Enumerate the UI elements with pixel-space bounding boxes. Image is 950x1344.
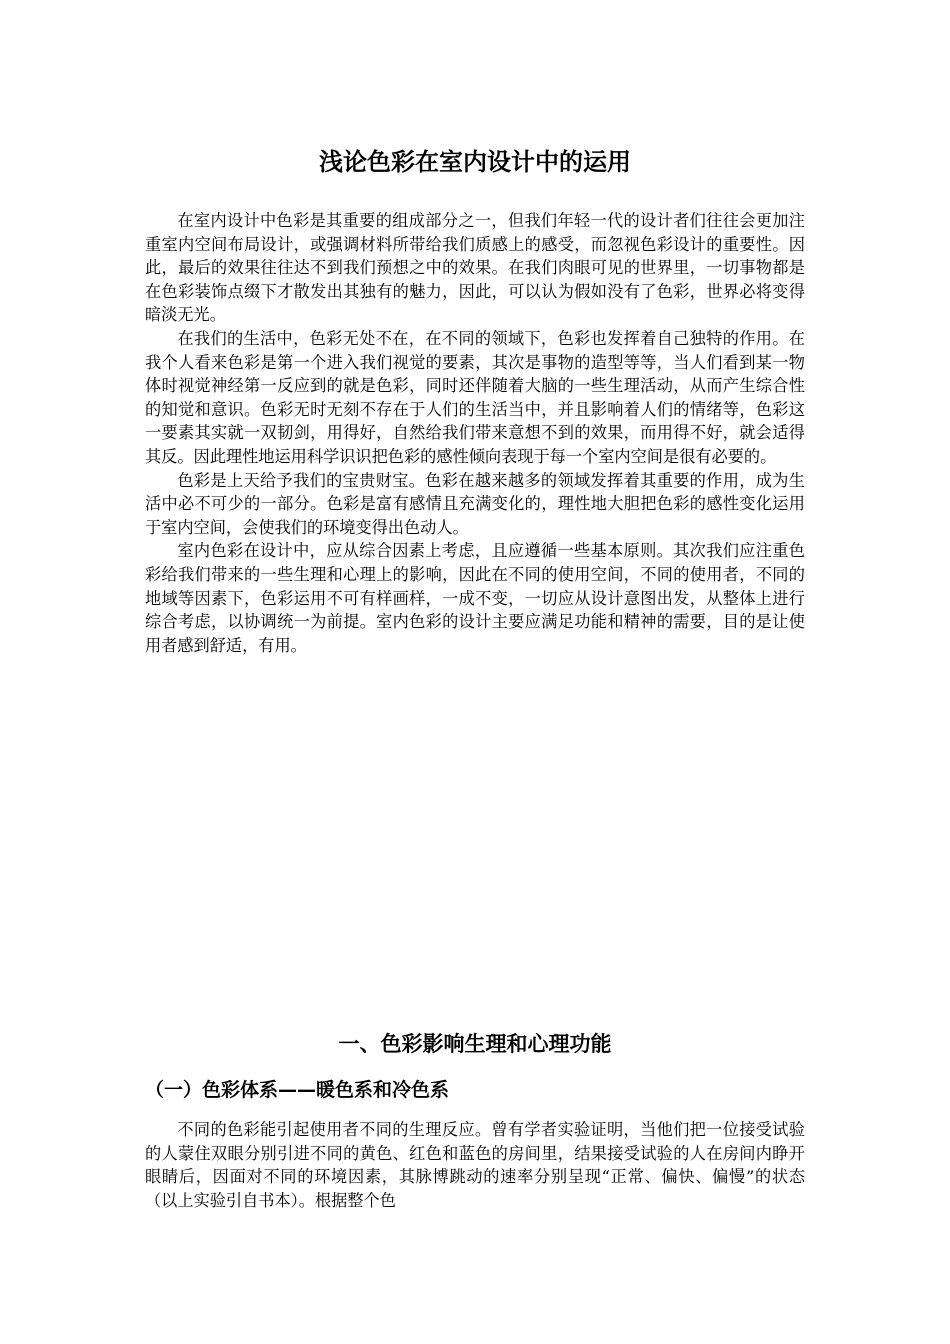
subsection-heading: （一）色彩体系——暖色系和冷色系 <box>145 1079 450 1101</box>
document-title: 浅论色彩在室内设计中的运用 <box>319 148 631 176</box>
intro-paragraph-4: 室内色彩在设计中，应从综合因素上考虑，且应遵循一些基本原则。其次我们应注重色彩给我们带来的一些生理和心理上的影响，因此在不同的使用空间，不同的使用者，不同的地域等因素下，色彩运用不可有样画样，一成不变，一切应从设计意图出发，从整体上进行综合考虑，以协调统一为前提。室内色彩的设计主要应满足功能和精神的需要，目的是让使用者感到舒适，有用。 <box>145 541 805 655</box>
intro-text <box>145 209 805 657</box>
intro-paragraph-2: 在我们的生活中，色彩无处不在，在不同的领域下，色彩也发挥着自己独特的作用。在我个人看来色彩是第一个进入我们视觉的要素，其次是事物的造型等等，当人们看到某一物体时视觉神经第一反应到的就是色彩，同时还伴随着大脑的一些生理活动，从而产生综合性的知觉和意识。色彩无时无刻不存在于人们的生活当中，并且影响着人们的情绪等，色彩这一要素其实就一双韧剑，用得好，自然给我们带来意想不到的效果，而用得不好，就会适得其反。因此理性地运用科学识识把色彩的感性倾向表现于每一个室内空间是很有必要的。 <box>145 328 805 466</box>
section-text <box>145 1118 805 1212</box>
intro-paragraph-3: 色彩是上天给予我们的宝贵财宝。色彩在越来越多的领域发挥着其重要的作用，成为生活中必不可少的一部分。色彩是富有感情且充满变化的，理性地大胆把色彩的感性变化运用于室内空间，会使我们的环境变得出色动人。 <box>145 470 805 537</box>
section-heading: 一、色彩影响生理和心理功能 <box>338 1032 612 1056</box>
section-paragraph-1: 不同的色彩能引起使用者不同的生理反应。曾有学者实验证明，当他们把一位接受试验的人蒙住双眼分别引进不同的黄色、红色和蓝色的房间里，结果接受试验的人在房间内睁开眼睛后，因面对不同的环境因素，其脉博跳动的速率分别呈现“正常、偏快、偏慢”的状态（以上实验引自书本）。根据整个色 <box>145 1120 805 1210</box>
intro-paragraph-1: 在室内设计中色彩是其重要的组成部分之一，但我们年轻一代的设计者们往往会更加注重室内空间布局设计，或强调材料所带给我们质感上的感受，而忽视色彩设计的重要性。因此，最后的效果往往达不到我们预想之中的效果。在我们肉眼可见的世界里，一切事物都是在色彩装饰点缀下才散发出其独有的魅力，因此，可以认为假如没有了色彩，世界必将变得暗淡无光。 <box>145 211 805 325</box>
